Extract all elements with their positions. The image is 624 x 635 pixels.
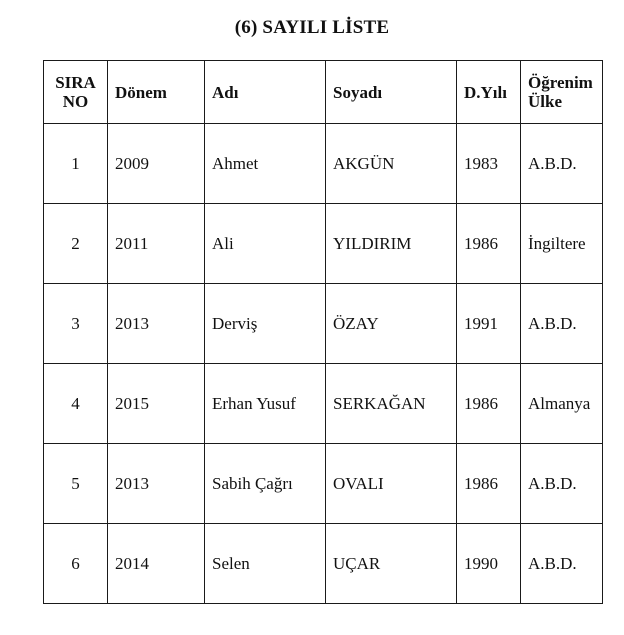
cell-dyili: 1986 (457, 204, 521, 284)
cell-no: 4 (44, 364, 108, 444)
table-row (44, 364, 603, 444)
table-row (44, 284, 603, 364)
header-ogrenim-ulke (521, 61, 603, 124)
header-donem: Dönem (108, 61, 205, 124)
cell-ulke: Almanya (521, 364, 603, 444)
cell-donem: 2015 (108, 364, 205, 444)
cell-no: 6 (44, 524, 108, 604)
cell-no: 3 (44, 284, 108, 364)
cell-soyadi: YILDIRIM (326, 204, 457, 284)
table-row (44, 524, 603, 604)
cell-soyadi: AKGÜN (326, 124, 457, 204)
cell-no: 2 (44, 204, 108, 284)
table-row (44, 204, 603, 284)
cell-ulke: A.B.D. (521, 124, 603, 204)
cell-dyili: 1986 (457, 444, 521, 524)
header-sira-line2: NO (62, 92, 89, 111)
page-title: (6) SAYILI LİSTE (234, 17, 390, 38)
list-table (43, 60, 603, 604)
table-row (44, 124, 603, 204)
cell-soyadi: ÖZAY (326, 284, 457, 364)
header-sira-line1: SIRA (55, 73, 96, 92)
cell-dyili: 1983 (457, 124, 521, 204)
cell-ulke: A.B.D. (521, 444, 603, 524)
cell-adi: Erhan Yusuf (205, 364, 326, 444)
table-row (44, 444, 603, 524)
cell-adi: Ahmet (205, 124, 326, 204)
table-header-row (44, 61, 603, 124)
cell-ulke: A.B.D. (521, 284, 603, 364)
cell-adi: Ali (205, 204, 326, 284)
cell-dyili: 1990 (457, 524, 521, 604)
cell-no: 5 (44, 444, 108, 524)
header-adi: Adı (205, 61, 326, 124)
cell-donem: 2009 (108, 124, 205, 204)
header-ogrenim-line2: Ülke (528, 92, 562, 111)
cell-donem: 2013 (108, 284, 205, 364)
cell-soyadi: OVALI (326, 444, 457, 524)
cell-adi: Sabih Çağrı (205, 444, 326, 524)
cell-adi: Selen (205, 524, 326, 604)
cell-donem: 2014 (108, 524, 205, 604)
cell-donem: 2011 (108, 204, 205, 284)
header-ogrenim-line1: Öğrenim (528, 73, 593, 92)
cell-ulke: A.B.D. (521, 524, 603, 604)
cell-soyadi: UÇAR (326, 524, 457, 604)
cell-dyili: 1986 (457, 364, 521, 444)
cell-donem: 2013 (108, 444, 205, 524)
cell-dyili: 1991 (457, 284, 521, 364)
header-sira-no (44, 61, 108, 124)
header-dyili: D.Yılı (457, 61, 521, 124)
cell-adi: Derviş (205, 284, 326, 364)
cell-ulke: İngiltere (521, 204, 603, 284)
header-soyadi: Soyadı (326, 61, 457, 124)
cell-no: 1 (44, 124, 108, 204)
cell-soyadi: SERKAĞAN (326, 364, 457, 444)
